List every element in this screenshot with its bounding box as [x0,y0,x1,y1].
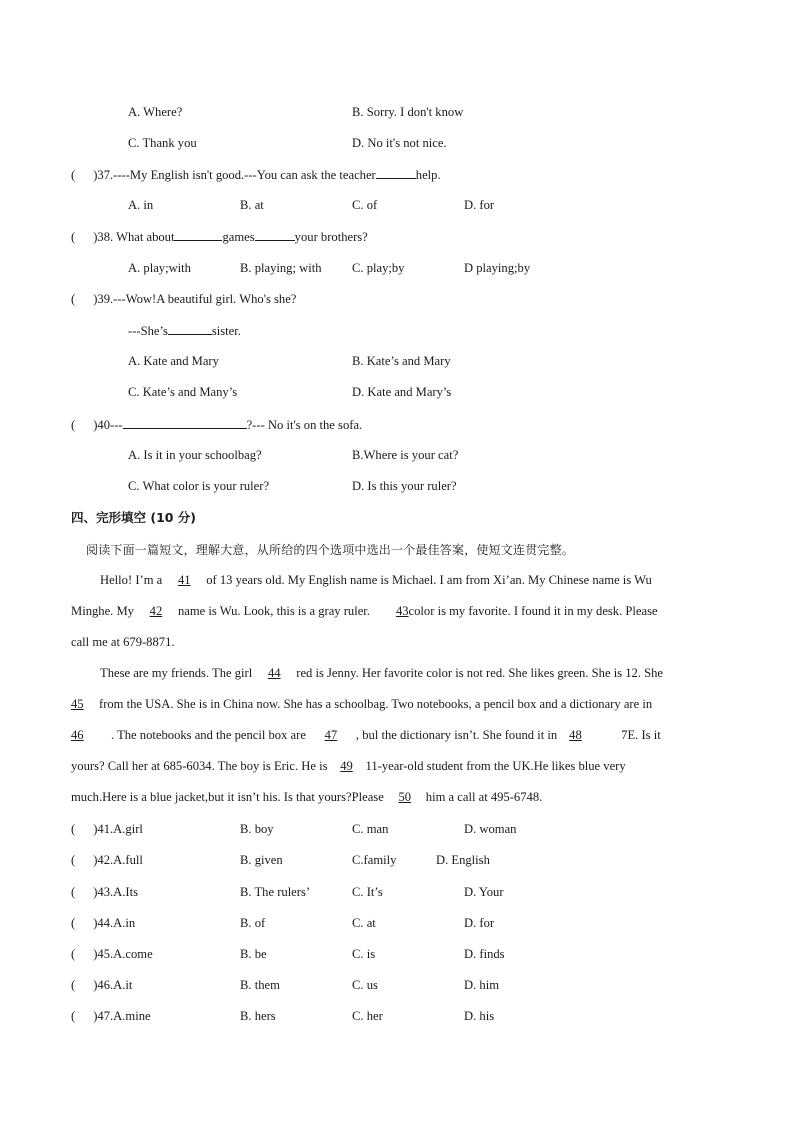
mc-option-c: C.family [352,853,397,867]
q36-option-d: D. No it's not nice. [352,136,447,150]
mc-option-b: B. be [240,947,267,961]
mc-question-44: ( )44.A.in [71,916,136,930]
q38-option-a: A. play;with [128,261,191,275]
mc-question-42: ( )42.A.full [71,853,143,867]
q36-option-a: A. Where? [128,105,183,119]
section-instruction: 阅读下面一篇短文，理解大意，从所给的四个选项中选出一个最佳答案，使短文连贯完整。 [86,543,575,557]
q40-option-d: D. Is this your ruler? [352,479,457,493]
q36-option-c: C. Thank you [128,136,197,150]
q36-option-b: B. Sorry. I don't know [352,105,464,119]
passage-line: 45 from the USA. She is in China now. She has a schoolbag. Two notebooks, a pencil box and a dictionary are in [71,689,723,720]
blank-49: 49 [340,759,353,773]
answer-blank[interactable] [174,228,222,241]
q37-option-b: B. at [240,198,264,212]
question-39: ( )39.---Wow!A beautiful girl. Who's she? [71,292,297,306]
passage-paragraph-2 [71,658,723,813]
answer-blank[interactable] [255,228,295,241]
mc-option-c: C. us [352,978,378,992]
mc-option-d: D. him [464,978,499,992]
q40-option-c: C. What color is your ruler? [128,479,270,493]
blank-50: 50 [398,790,412,804]
mc-option-b: B. of [240,916,266,930]
q38-option-d: D playing;by [464,261,531,275]
mc-option-b: B. boy [240,822,274,836]
passage-line: yours? Call her at 685-6034. The boy is Eric. He is 49 11-year-old student from the UK.He likes blue very [71,751,723,782]
q40-option-b: B.Where is your cat? [352,448,459,462]
q37-option-c: C. of [352,198,378,212]
mc-option-d: D. English [436,853,490,867]
mc-question-41: ( )41.A.girl [71,822,143,836]
q39-option-a: A. Kate and Mary [128,354,219,368]
answer-blank[interactable] [376,166,416,179]
q39-option-b: B. Kate’s and Mary [352,354,451,368]
mc-option-b: B. hers [240,1009,276,1023]
mc-option-b: B. them [240,978,280,992]
mc-option-b: B. given [240,853,283,867]
mc-option-c: C. man [352,822,389,836]
mc-option-d: D. woman [464,822,517,836]
q39-option-c: C. Kate’s and Many’s [128,385,238,399]
question-38: ( )38. What about games your brothers? [71,230,368,244]
mc-option-c: C. at [352,916,376,930]
mc-option-d: D. for [464,916,495,930]
blank-44: 44 [267,666,281,680]
q37-option-a: A. in [128,198,154,212]
answer-blank[interactable] [168,322,212,335]
mc-option-d: D. Your [464,885,504,899]
blank-42: 42 [149,604,163,618]
q40-option-a: A. Is it in your schoolbag? [128,448,262,462]
mc-question-43: ( )43.A.Its [71,885,138,899]
passage-line: Minghe. My 42 name is Wu. Look, this is a gray ruler. 43color is my favorite. I found it in my desk. Please [71,596,723,627]
q38-option-c: C. play;by [352,261,405,275]
q38-option-b: B. playing; with [240,261,322,275]
mc-option-b: B. The rulers’ [240,885,311,899]
mc-option-d: D. finds [464,947,505,961]
q39-option-d: D. Kate and Mary’s [352,385,452,399]
mc-option-d: D. his [464,1009,495,1023]
blank-41: 41 [177,573,191,587]
question-39-line2: ---She’s sister. [128,324,241,338]
blank-48: 48 [569,728,582,742]
passage-line: 46 . The notebooks and the pencil box are 47 , bul the dictionary isn’t. She found it in 48 7E. Is it [71,720,723,751]
question-37: ( )37.----My English isn't good.---You can ask the teacher help. [71,168,441,182]
mc-question-47: ( )47.A.mine [71,1009,151,1023]
passage-line: call me at 679-8871. [71,635,175,649]
blank-45: 45 [71,697,84,711]
answer-blank[interactable] [123,416,247,429]
blank-46: 46 [71,728,84,742]
blank-43: 43 [395,604,409,618]
passage-paragraph-1 [71,565,723,658]
section-heading: 四、完形填空 (10 分) [71,510,197,525]
passage-line: Hello! I’m a 41 of 13 years old. My English name is Michael. I am from Xi’an. My Chinese name is Wu [71,565,723,596]
passage-line: much.Here is a blue jacket,but it isn’t his. Is that yours?Please 50 him a call at 495-6748. [71,782,723,813]
mc-option-c: C. is [352,947,376,961]
blank-47: 47 [324,728,338,742]
question-40: ( )40--- ?--- No it's on the sofa. [71,418,363,432]
mc-question-45: ( )45.A.come [71,947,153,961]
q37-option-d: D. for [464,198,495,212]
mc-question-46: ( )46.A.it [71,978,133,992]
mc-option-c: C. It’s [352,885,383,899]
mc-option-c: C. her [352,1009,383,1023]
passage-line: These are my friends. The girl 44 red is Jenny. Her favorite color is not red. She likes green. She is 12. She [71,658,723,689]
